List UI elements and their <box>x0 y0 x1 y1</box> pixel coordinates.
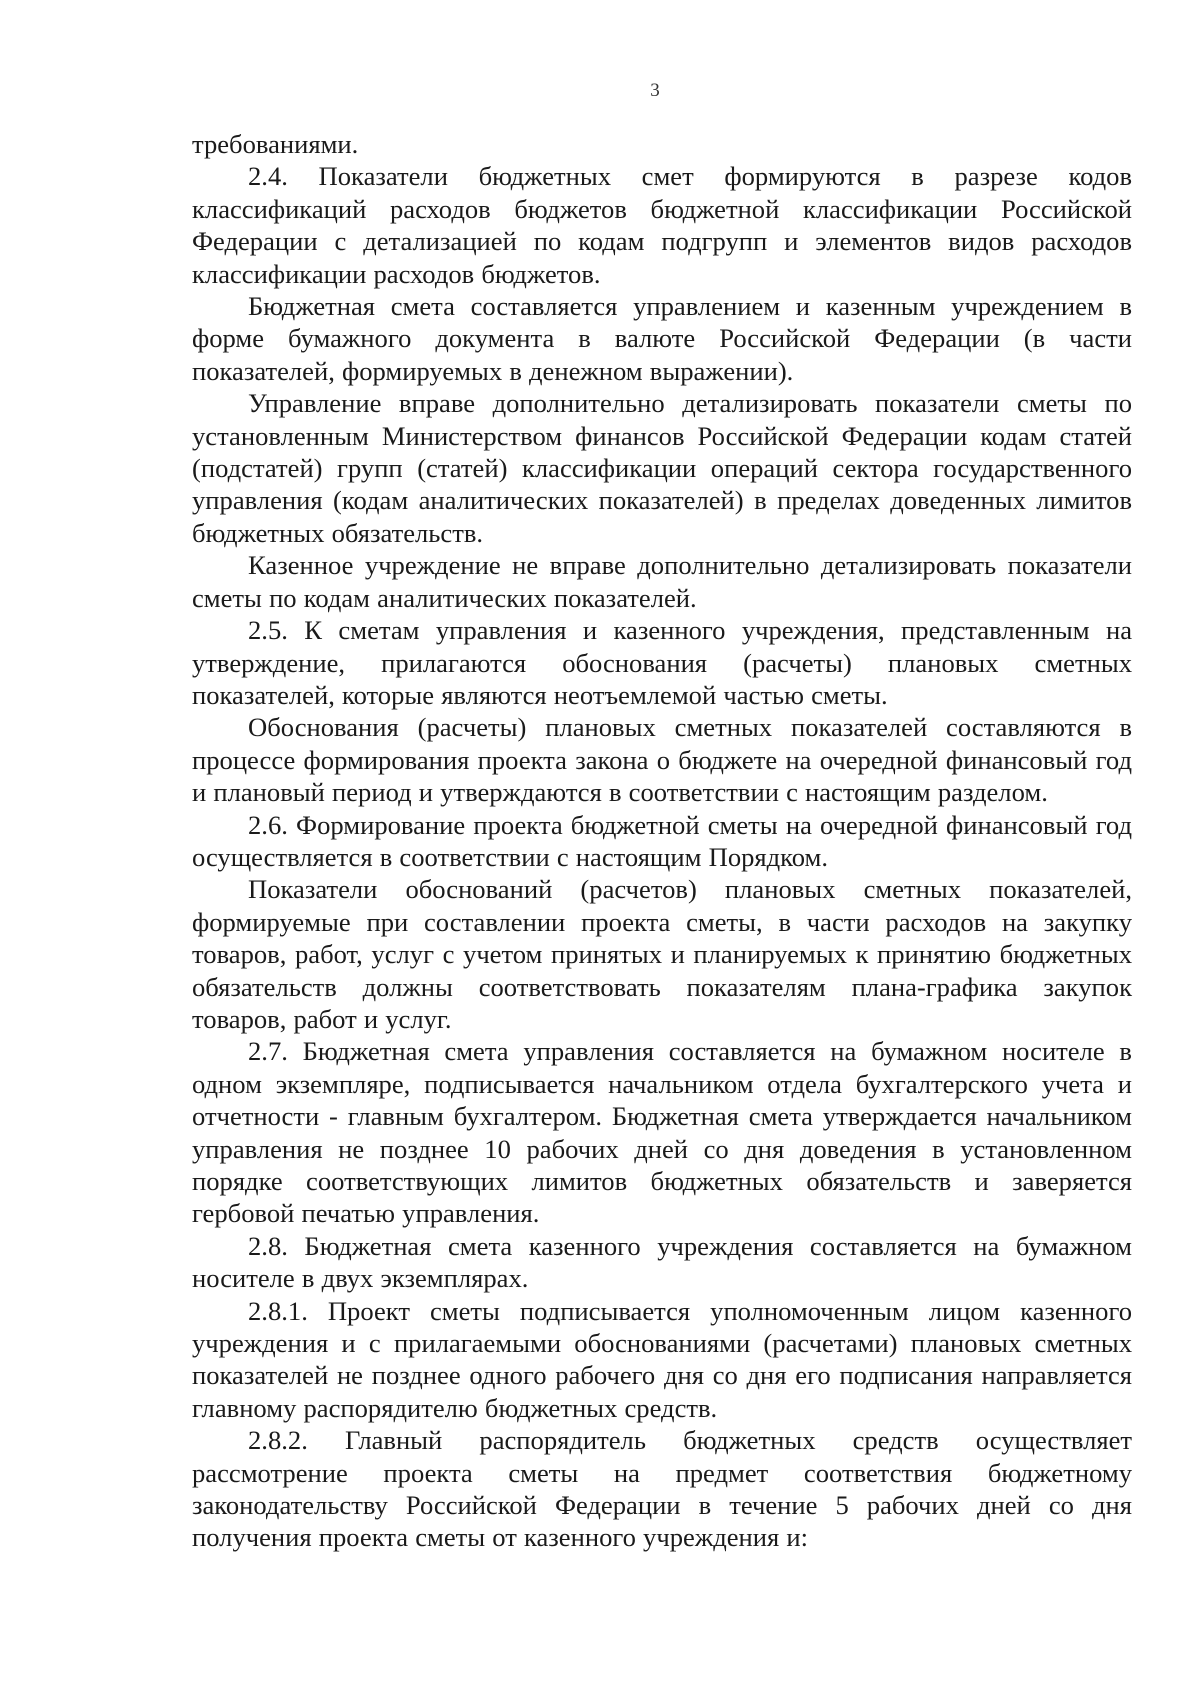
paragraph-2-4: 2.4. Показатели бюджетных смет формируются в разрезе кодов классификаций расходов бюджетов бюджетной классификации Российской Федерации с детализацией по кодам подгрупп и элементов видов расходов классификации расходов бюджетов. <box>192 161 1132 289</box>
paragraph-2-6: 2.6. Формирование проекта бюджетной сметы на очередной финансовый год осуществляется в соответствии с настоящим Порядком. <box>192 809 1132 872</box>
paragraph-continuation: требованиями. <box>192 129 359 159</box>
page-number: 3 <box>650 80 660 101</box>
paragraph-justification-indicators: Показатели обоснований (расчетов) плановых сметных показателей, формируемые при составлении проекта сметы, в части расходов на закупку товаров, работ, услуг с учетом принятых и планируемых к принятию бюджетных обязательств должны соответствовать показателям плана-графика закупок товаров, работ и услуг. <box>192 874 1132 1034</box>
paragraph-justifications: Обоснования (расчеты) плановых сметных показателей составляются в процессе формирования проекта закона о бюджете на очередной финансовый год и плановый период и утверждаются в соответствии с настоящим разделом. <box>192 712 1132 808</box>
paragraph-budget-estimate-form: Бюджетная смета составляется управлением и казенным учреждением в форме бумажного документа в валюте Российской Федерации (в части показателей, формируемых в денежном выражении). <box>192 291 1132 386</box>
paragraph-2-8-2: 2.8.2. Главный распорядитель бюджетных средств осуществляет рассмотрение проекта сметы на предмет соответствия бюджетному законодательству Российской Федерации в течение 5 рабочих дней со дня получения проекта сметы от казенного учреждения и: <box>192 1425 1132 1553</box>
paragraph-2-8-1: 2.8.1. Проект сметы подписывается уполномоченным лицом казенного учреждения и с прилагаемыми обоснованиями (расчетами) плановых сметных показателей не позднее одного рабочего дня со дня его подписания направляется главному распорядителю бюджетных средств. <box>192 1295 1132 1423</box>
paragraph-2-5: 2.5. К сметам управления и казенного учреждения, представленным на утверждение, прилагаются обоснования (расчеты) плановых сметных показателей, которые являются неотъемлемой частью сметы. <box>192 615 1132 710</box>
paragraph-institution-detailing: Казенное учреждение не вправе дополнительно детализировать показатели сметы по кодам аналитических показателей. <box>192 550 1132 613</box>
paragraph-management-detailing: Управление вправе дополнительно детализировать показатели сметы по установленным Министерством финансов Российской Федерации кодам статей (подстатей) групп (статей) классификации операций сектора государственного управления (кодам аналитических показателей) в пределах доведенных лимитов бюджетных обязательств. <box>192 388 1132 548</box>
document-body <box>192 128 1132 1554</box>
paragraph-2-7: 2.7. Бюджетная смета управления составляется на бумажном носителе в одном экземпляре, подписывается начальником отдела бухгалтерского учета и отчетности - главным бухгалтером. Бюджетная смета утверждается начальником управления не позднее 10 рабочих дней со дня доведения в установленном порядке соответствующих лимитов бюджетных обязательств и заверяется гербовой печатью управления. <box>192 1036 1132 1229</box>
paragraph-2-8: 2.8. Бюджетная смета казенного учреждения составляется на бумажном носителе в двух экземплярах. <box>192 1230 1132 1294</box>
